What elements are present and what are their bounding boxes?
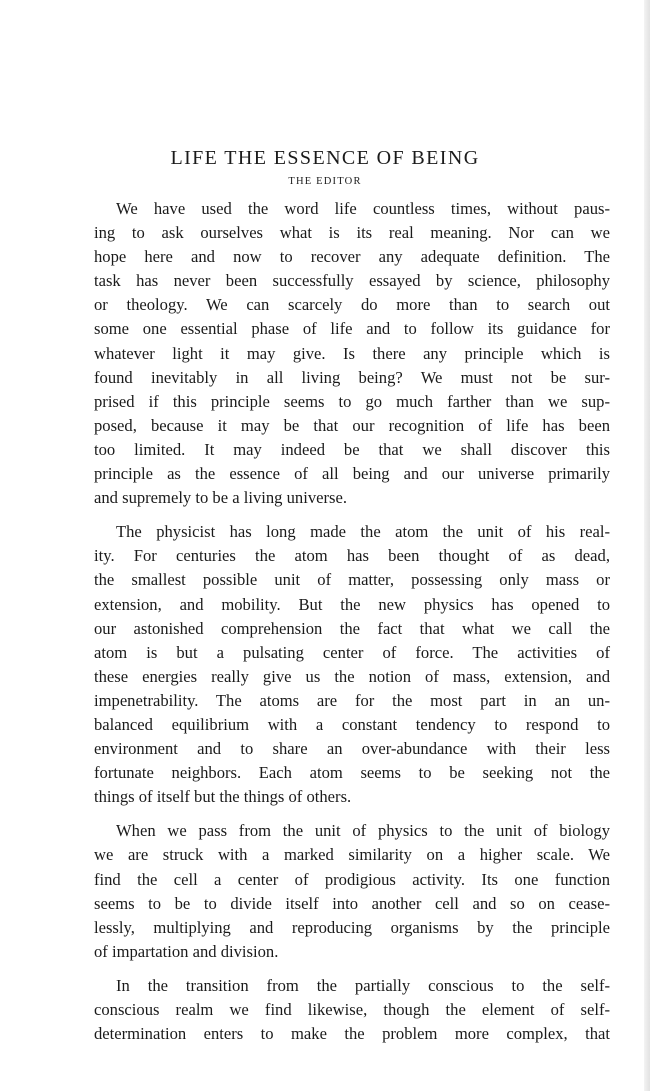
text-line: hope here and now to recover any adequate definition. The bbox=[94, 247, 610, 267]
paragraph-3 bbox=[94, 819, 610, 964]
text-line: we are struck with a marked similarity on a higher scale. We bbox=[94, 845, 610, 865]
text-line: impenetrability. The atoms are for the most part in an un- bbox=[94, 690, 610, 710]
text-line: When we pass from the unit of physics to the unit of biology bbox=[116, 821, 610, 841]
text-line: environment and to share an over-abundance with their less bbox=[94, 739, 610, 759]
text-line: too limited. It may indeed be that we shall discover this bbox=[94, 439, 610, 459]
text-line: the smallest possible unit of matter, possessing only mass or bbox=[94, 570, 610, 590]
article-title: LIFE THE ESSENCE OF BEING bbox=[170, 147, 480, 169]
text-line: atom is but a pulsating center of force. The activities of bbox=[94, 642, 610, 662]
text-line: fortunate neighbors. Each atom seems to be seeking not the bbox=[94, 763, 610, 783]
text-line: seems to be to divide itself into another cell and so on cease- bbox=[94, 893, 610, 913]
text-line: our astonished comprehension the fact that what we call the bbox=[94, 618, 610, 638]
text-line: found inevitably in all living being? We must not be sur- bbox=[94, 367, 610, 387]
article-byline: THE EDITOR bbox=[288, 176, 362, 187]
paragraph-2 bbox=[94, 520, 610, 809]
text-line: The physicist has long made the atom the unit of his real- bbox=[116, 522, 610, 542]
text-line: these energies really give us the notion of mass, extension, and bbox=[94, 666, 610, 686]
text-line: We have used the word life countless times, without paus- bbox=[116, 199, 610, 218]
text-line: determination enters to make the problem more complex, that bbox=[94, 1024, 610, 1044]
paragraph-4 bbox=[94, 974, 610, 1046]
text-line: things of itself but the things of others. bbox=[94, 787, 352, 807]
text-line: In the transition from the partially conscious to the self- bbox=[116, 975, 610, 995]
text-line: extension, and mobility. But the new physics has opened to bbox=[94, 594, 610, 614]
text-line: or theology. We can scarcely do more than to search out bbox=[94, 295, 610, 315]
text-line: find the cell a center of prodigious activity. Its one function bbox=[94, 869, 610, 889]
text-line: and supremely to be a living universe. bbox=[94, 488, 347, 508]
text-line: principle as the essence of all being and our universe primarily bbox=[94, 464, 610, 484]
text-line: some one essential phase of life and to follow its guidance for bbox=[94, 319, 610, 339]
text-line: conscious realm we find likewise, though the element of self- bbox=[94, 1000, 610, 1019]
text-line: ity. For centuries the atom has been thought of as dead, bbox=[94, 546, 610, 566]
text-line: ing to ask ourselves what is its real meaning. Nor can we bbox=[94, 223, 610, 243]
text-line: whatever light it may give. Is there any principle which is bbox=[94, 343, 610, 363]
text-line: lessly, multiplying and reproducing organisms by the principle bbox=[94, 917, 610, 937]
text-line: balanced equilibrium with a constant tendency to respond to bbox=[94, 714, 610, 734]
text-line: prised if this principle seems to go much farther than we sup- bbox=[94, 391, 610, 411]
paragraph-1 bbox=[94, 197, 610, 510]
text-line: posed, because it may be that our recognition of life has been bbox=[94, 415, 610, 435]
text-line: of impartation and division. bbox=[94, 941, 279, 961]
page-edge-shadow bbox=[644, 0, 650, 1091]
text-line: task has never been successfully essayed by science, philosophy bbox=[94, 271, 610, 291]
article-body bbox=[94, 197, 610, 1046]
